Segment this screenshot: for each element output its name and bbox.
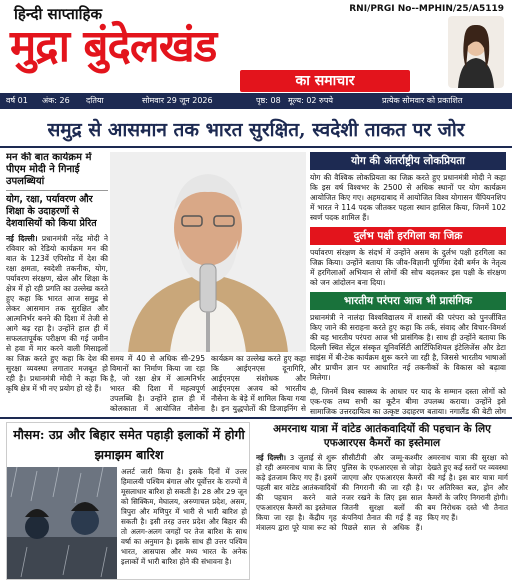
issue-date: सोमवार 29 जून 2026: [142, 96, 213, 105]
yatra-body-text: 3 जुलाई से शुरू हो रही अमरनाथ यात्रा के लिए कड़े इंतजाम किए गए हैं। इसमें पहली बार वांटेड आतंकवादियों की पहचान करने वाले एफआरएस कैमरों का इस्तेमाल किया जा रहा है। केंद्रीय गृह मंत्रालय द्वारा पूरे यात्रा रूट को सीसीटीवी और जम्मू-कश्मीर पुलिस के एफआरएस से जोड़ा जाएगा और एफआरएस कैमरों की निगरानी की जा रही है। नजर रखने के लिए इस साल जितनी सुरक्षा बलों की कंपनियां तैनात की गई हैं वह पिछले साल से अधिक हैं। अमरनाथ यात्रा की सुरक्षा को देखते हुए कई स्तरों पर व्यवस्था की गई है। इस बार यात्रा मार्ग पर अतिरिक्त बल, ड्रोन और कैमरों के जरिए निगरानी होगी। बम निरोधक दस्ते भी तैनात किए गए हैं।: [256, 453, 508, 532]
masthead-tagline: हिन्दी साप्ताहिक: [14, 5, 103, 23]
yatra-body: [256, 453, 508, 533]
place-label: दतिया: [86, 96, 104, 105]
yoga-section-heading: योग की अंतर्राष्ट्रीय लोकप्रियता: [310, 152, 506, 170]
right-column: [310, 152, 506, 416]
weather-body: अलर्ट जारी किया है। इसके दिनों में उत्तर हिमालयी पश्चिम बंगाल और पूर्वोत्तर के राज्यों में मूसलाधार बारिश हो सकती है। 28 और 29 जून को सिक्किम, मेघालय, अरुणाचल प्रदेश, असम, त्रिपुरा और मणिपुर में भारी से भारी बारिश हो सकती है। इसी तरह उत्तर प्रदेश और बिहार की तो अलग-अलग जगहों पर तेज बारिश के साथ वर्षा का अनुमान है। इसके साथ ही उत्तर पश्चिम भारत, आसपास और मध्य भारत के अनेक इलाकों में भारी बारिश होने की संभावना है।: [121, 467, 247, 566]
left-column-article: [6, 152, 108, 416]
issue-info-bar: [0, 93, 512, 109]
newspaper-subtitle: का समाचार: [240, 70, 410, 92]
price-label: मूल्य: 02 रुपये: [288, 96, 334, 105]
volume-year: वर्ष 01: [6, 96, 28, 105]
tradition-section-body: प्रधानमंत्री ने नालंदा विश्वविद्यालय में शास्त्रों की परंपरा को पुनर्जीवित किए जाने की सराहना करते हुए कहा कि तर्क, संवाद और विचार-विमर्श की यह भारतीय परंपरा आज भी प्रासंगिक है। साथ ही उन्होंने बताया कि दिल्ली स्थित सेंट्रल संस्कृत यूनिवर्सिटी आर्टिफिशियल इंटेलिजेंस और डेटा साइंस में बी-टेक कार्यक्रम शुरू करने जा रही है, जिससे भारतीय भाषाओं और प्राचीन ज्ञान पर आधारित नई तकनीकों के विकास को बढ़ावा मिलेगा।: [310, 313, 506, 382]
photo-caption-text: समय में 40 से अधिक सी-295 विमानों का निर्माण किया जा रहा है, जो रक्षा क्षेत्र में आत्मनिर्भर भारत की दिशा में महत्वपूर्ण उपलब्धि है। उन्होंने हाल ही में कोलकाता में आयोजित नौसेना कार्यक्रम का उल्लेख करते हुए कहा कि आईएनएस दूनागिरि, आईएनएस संशोधक और आईएनएस अजय को भारतीय नौसेना के बेड़े में शामिल किया गया है। इन युद्धपोतों की डिजाइनिंग से: [110, 354, 306, 413]
article-dateline: नई दिल्ली।: [6, 234, 38, 243]
issue-number: अंक: 26: [42, 96, 70, 105]
section-divider: [0, 417, 512, 419]
yatra-headline: अमरनाथ यात्रा में वांटेड आतंकवादियों की पहचान के लिए एफआरएस कैमरों का इस्तेमाल: [273, 423, 491, 449]
bird-section-body: पर्यावरण संरक्षण के संदर्भ में उन्होंने असम के दुर्लभ पक्षी हरगिला का जिक्र किया। उन्होंने बताया कि जीव-विज्ञानी पूर्णिमा देवी बर्मन के नेतृत्व में हरगिलाओं अभियान से लोगों की सोच बदलकर इस पक्षी के संरक्षण को जन आंदोलन बना दिया।: [310, 248, 506, 287]
weather-story: [6, 422, 250, 580]
weather-headline: मौसम: उप्र और बिहार समेत पहाड़ी इलाकों में होगी झमाझम बारिश: [13, 427, 245, 462]
yatra-dateline: नई दिल्ली।: [256, 453, 286, 462]
registration-number: RNI/PRGI No--MPHIN/25/A5119: [349, 4, 504, 14]
yatra-story: [256, 422, 508, 580]
newspaper-title: मुद्रा बुंदेलखंड: [10, 21, 217, 72]
continuation-text: दी, जिनमें विश्व स्वास्थ्य के आधार पर याद के सम्मान दस्ता लोगों को एक-एक तथ्य सभी का कूटैन बीमा उपलब्ध कराया। उन्होंने इसे सामाजिक उत्तरदायित्व का उत्कृष्ट उदाहरण बताया। नगालैंड की बेटी लोग: [310, 387, 506, 416]
rain-photo: [7, 467, 117, 580]
yoga-section-body: योग की वैश्विक लोकप्रियता का जिक्र करते हुए प्रधानमंत्री मोदी ने कहा कि इस वर्ष विश्वभर के 2500 से अधिक स्थानों पर योग कार्यक्रम आयोजित किए गए। अहमदाबाद में आयोजित विश्व योगासन चैंपियनशिप में भारत ने 114 पदक जीतकर पहला स्थान हासिल किया, जिनमें 102 स्वर्ण पदक शामिल हैं।: [310, 173, 506, 222]
frequency-label: प्रत्येक सोमवार को प्रकाशित: [382, 96, 463, 105]
masthead: [0, 0, 512, 93]
page-count: पृष्ठ: 08: [256, 96, 281, 105]
lead-photo: [110, 152, 306, 352]
main-headline: समुद्र से आसमान तक भारत सुरक्षित, स्वदेशी ताकत पर जोर: [0, 112, 512, 148]
editor-portrait: [448, 16, 504, 88]
article-body: [6, 234, 108, 394]
article-body-text: प्रधानमंत्री नरेंद्र मोदी ने रविवार को रेडियो कार्यक्रम मन की बात के 123वें एपिसोड में देश की रक्षा क्षमता, स्वदेशी तकनीक, योग, पर्यावरण संरक्षण, खेल और शिक्षा के क्षेत्र में हो रही प्रगति का उल्लेख करते हुए कहा कि भारत आज समुद्र से लेकर आसमान तक सुरक्षित और आत्मनिर्भर बनने की दिशा में तेजी से आगे बढ़ रहा है। उन्होंने हाल ही में सफलतापूर्वक परीक्षण की गई जमीन से हवा में मार करने वाली मिसाइलों का जिक्र करते हुए कहा कि देश की सुरक्षा व्यवस्था लगातार मजबूत हो रही है। प्रधानमंत्री मोदी ने कहा कि कृषि क्षेत्र में भी नए प्रयोग हो रहे हैं।: [6, 234, 108, 393]
tradition-section-heading: भारतीय परंपरा आज भी प्रासंगिक: [310, 292, 506, 310]
bird-section-heading: दुर्लभ पक्षी हरगिला का जिक्र: [310, 227, 506, 245]
article-heading: मन की बात कार्यक्रम में पीएम मोदी ने गिनाई उपलब्धियां: [6, 152, 108, 191]
article-subheading: योग, रक्षा, पर्यावरण और शिक्षा के उदाहरणों से देशवासियों को किया प्रेरित: [6, 194, 97, 229]
